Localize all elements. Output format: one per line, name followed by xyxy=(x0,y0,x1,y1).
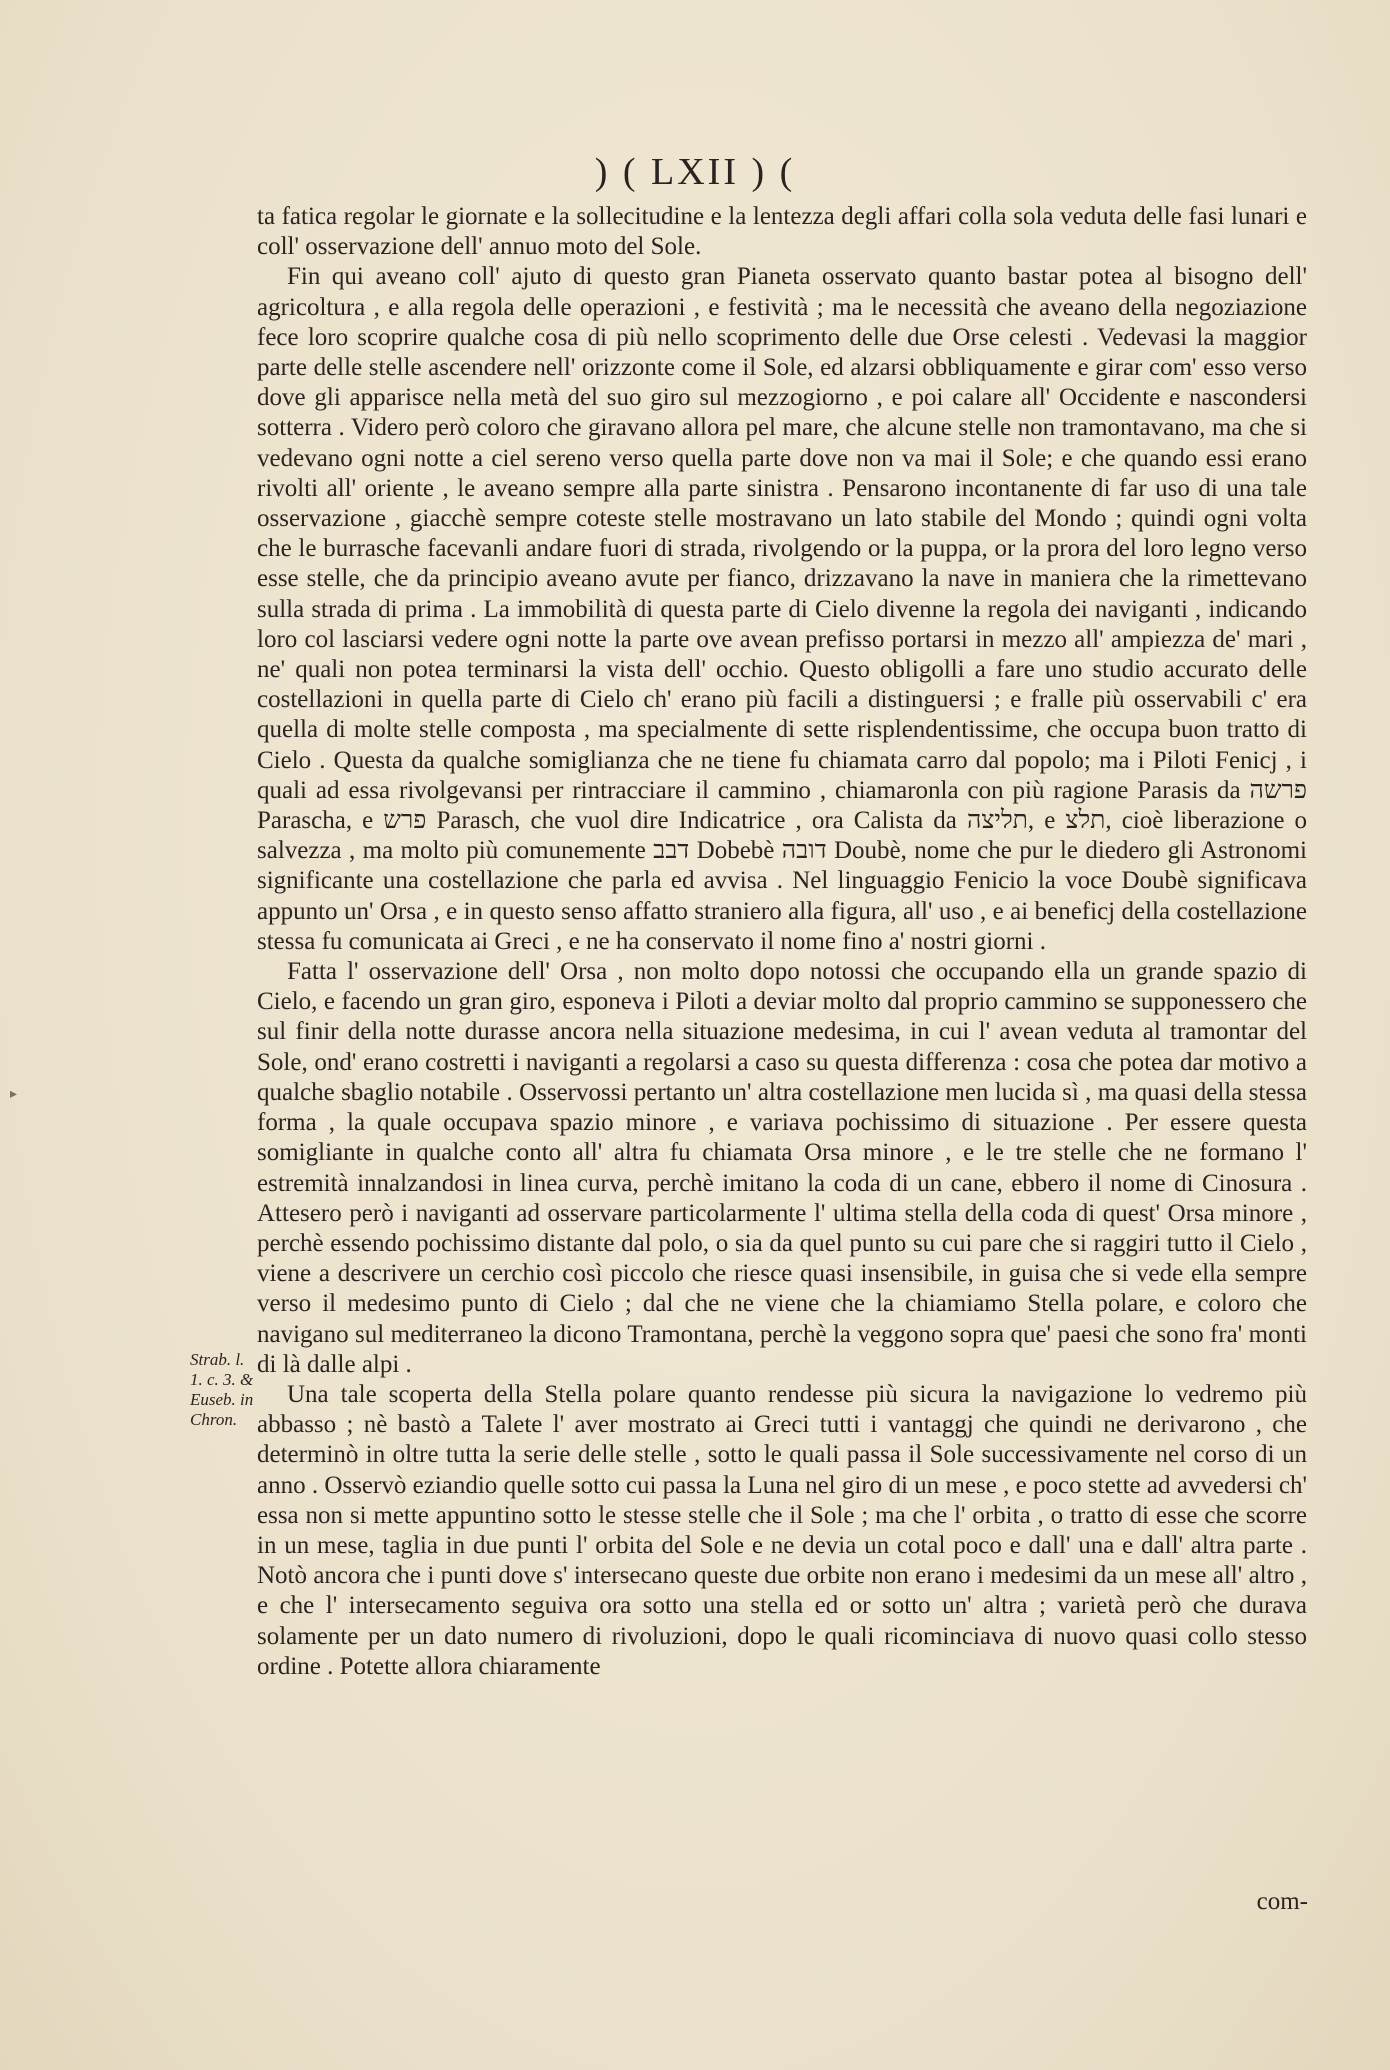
paragraph-3: Fatta l' osservazione dell' Orsa , non molto dopo notossi che occupando ella un grande spazio di Cielo, e facendo un gran giro, esponeva i Piloti a deviar molto dal proprio cammino se supponessero che sul finir della notte durasse ancora nella situazione medesima, in cui l' avean veduta al tramontar del Sole, ond' erano costretti i naviganti a regolarsi a caso su questa differenza : cosa che potea dar motivo a qualche sbaglio notabile . Osservossi pertanto un' altra costellazione men lucida sì , ma quasi della stessa forma , la quale occupava spazio minore , e variava pochissimo di situazione . Per essere questa somigliante in qualche conto all' altra fu chiamata Orsa minore , e le tre stelle che ne formano l' estremità innalzandosi in linea curva, perchè imitano la coda di un cane, ebbero il nome di Cinosura . Attesero però i naviganti ad osservare particolarmente l' ultima stella della coda di quest' Orsa minore , perchè essendo pochissimo distante dal polo, o sia da quel punto su cui pare che si raggiri tutto il Cielo , viene a descrivere un cerchio così piccolo che riesce quasi insensibile, in guisa che si vede ella sempre verso il medesimo punto di Cielo ; dal che ne viene che la chiamiamo Stella polare, e coloro che navigano sul mediterraneo la dicono Tramontana, perchè la veggono sopra que' paesi che sono fra' monti di là dalle alpi . xyxy=(257,958,1307,1378)
body-text xyxy=(257,202,1307,1682)
catchword: com- xyxy=(1256,1888,1308,1915)
marginal-note: Strab. l. 1. c. 3. & Euseb. in Chron. xyxy=(190,1350,254,1429)
page-number-header: ) ( LXII ) ( xyxy=(594,151,796,193)
margin-mark: ▸ xyxy=(10,1087,18,1102)
paragraph-1: ta fatica regolar le giornate e la sollecitudine e la lentezza degli affari colla sola veduta delle fasi lunari e coll' osservazione dell' annuo moto del Sole. xyxy=(257,203,1307,261)
paragraph-2: Fin qui aveano coll' ajuto di questo gran Pianeta osservato quanto bastar potea al bisogno dell' agricoltura , e alla regola delle operazioni , e festività ; ma le necessità che aveano della negoziazione fece loro scoprire qualche cosa di più nello scoprimento delle due Orse celesti . Vedevasi la maggior parte delle stelle ascendere nell' orizzonte come il Sole, ed alzarsi obbliquamente e girar com' esso verso dove gli apparisce nella metà del suo giro sul mezzogiorno , e poi calare all' Occidente e nascondersi sotterra . Videro però coloro che giravano allora pel mare, che alcune stelle non tramontavano, ma che si vedevano ogni notte a ciel sereno verso quella parte dove non va mai il Sole; e che quando essi erano rivolti all' oriente , le aveano sempre alla parte sinistra . Pensarono incontanente di far uso di una tale osservazione , giacchè sempre coteste stelle mostravano un lato stabile del Mondo ; quindi ogni volta che le burrasche facevanli andare fuori di strada, rivolgendo or la puppa, or la prora del loro legno verso esse stelle, che da principio aveano avute per fianco, drizzavano la nave in maniera che la rimettevano sulla strada di prima . La immobilità di questa parte di Cielo divenne la regola dei naviganti , indicando loro col lasciarsi vedere ogni notte la parte ove avean prefisso portarsi in mezzo all' ampiezza de' mari , ne' quali non potea terminarsi la vista dell' occhio. Questo obligolli a fare uno studio accurato delle costellazioni in quella parte di Cielo ch' erano più facili a distinguersi ; e fralle più osservabili c' era quella di molte stelle composta , ma specialmente di sette risplendentissime, che occupa buon tratto di Cielo . Questa da qualche somiglianza che ne tiene fu chiamata carro dal popolo; ma i Piloti Fenicj , i quali ad essa rivolgevansi per rintracciare il cammino , chiamaronla con più ragione Parasis da פרשה Parascha, e פרש Parasch, che vuol dire Indicatrice , ora Calista da תליצה, e תלצ, cioè liberazione o salvezza , ma molto più comunemente דבב Dobebè דובה Doubè, nome che pur le diedero gli Astronomi significante una costellazione che parla ed avvisa . Nel linguaggio Fenicio la voce Doubè significava appunto un' Orsa , e in questo senso affatto straniero alla figura, all' uso , e ai beneficj della costellazione stessa fu comunicata ai Greci , e ne ha conservato il nome fino a' nostri giorni . xyxy=(257,263,1307,955)
paragraph-4: Una tale scoperta della Stella polare quanto rendesse più sicura la navigazione lo vedremo più abbasso ; nè bastò a Talete l' aver mostrato ai Greci tutti i vantaggj che quindi ne derivarono , che determinò in oltre tutta la serie delle stelle , sotto le quali passa il Sole successivamente nel corso di un anno . Osservò eziandio quelle sotto cui passa la Luna nel giro di un mese , e poco stette ad avvedersi ch' essa non si mette appuntino sotto le stesse stelle che il Sole ; ma che l' orbita , o tratto di esse che scorre in un mese, taglia in due punti l' orbita del Sole e ne devia un cotal poco e dall' una e dall' altra parte . Notò ancora che i punti dove s' intersecano queste due orbite non erano i medesimi da un mese all' altro , e che l' intersecamento seguiva ora sotto una stella ed or sotto un' altra ; varietà però che durava solamente per un dato numero di rivoluzioni, dopo le quali ricominciava di nuovo quasi collo stesso ordine . Potette allora chiaramente xyxy=(257,1380,1307,1680)
